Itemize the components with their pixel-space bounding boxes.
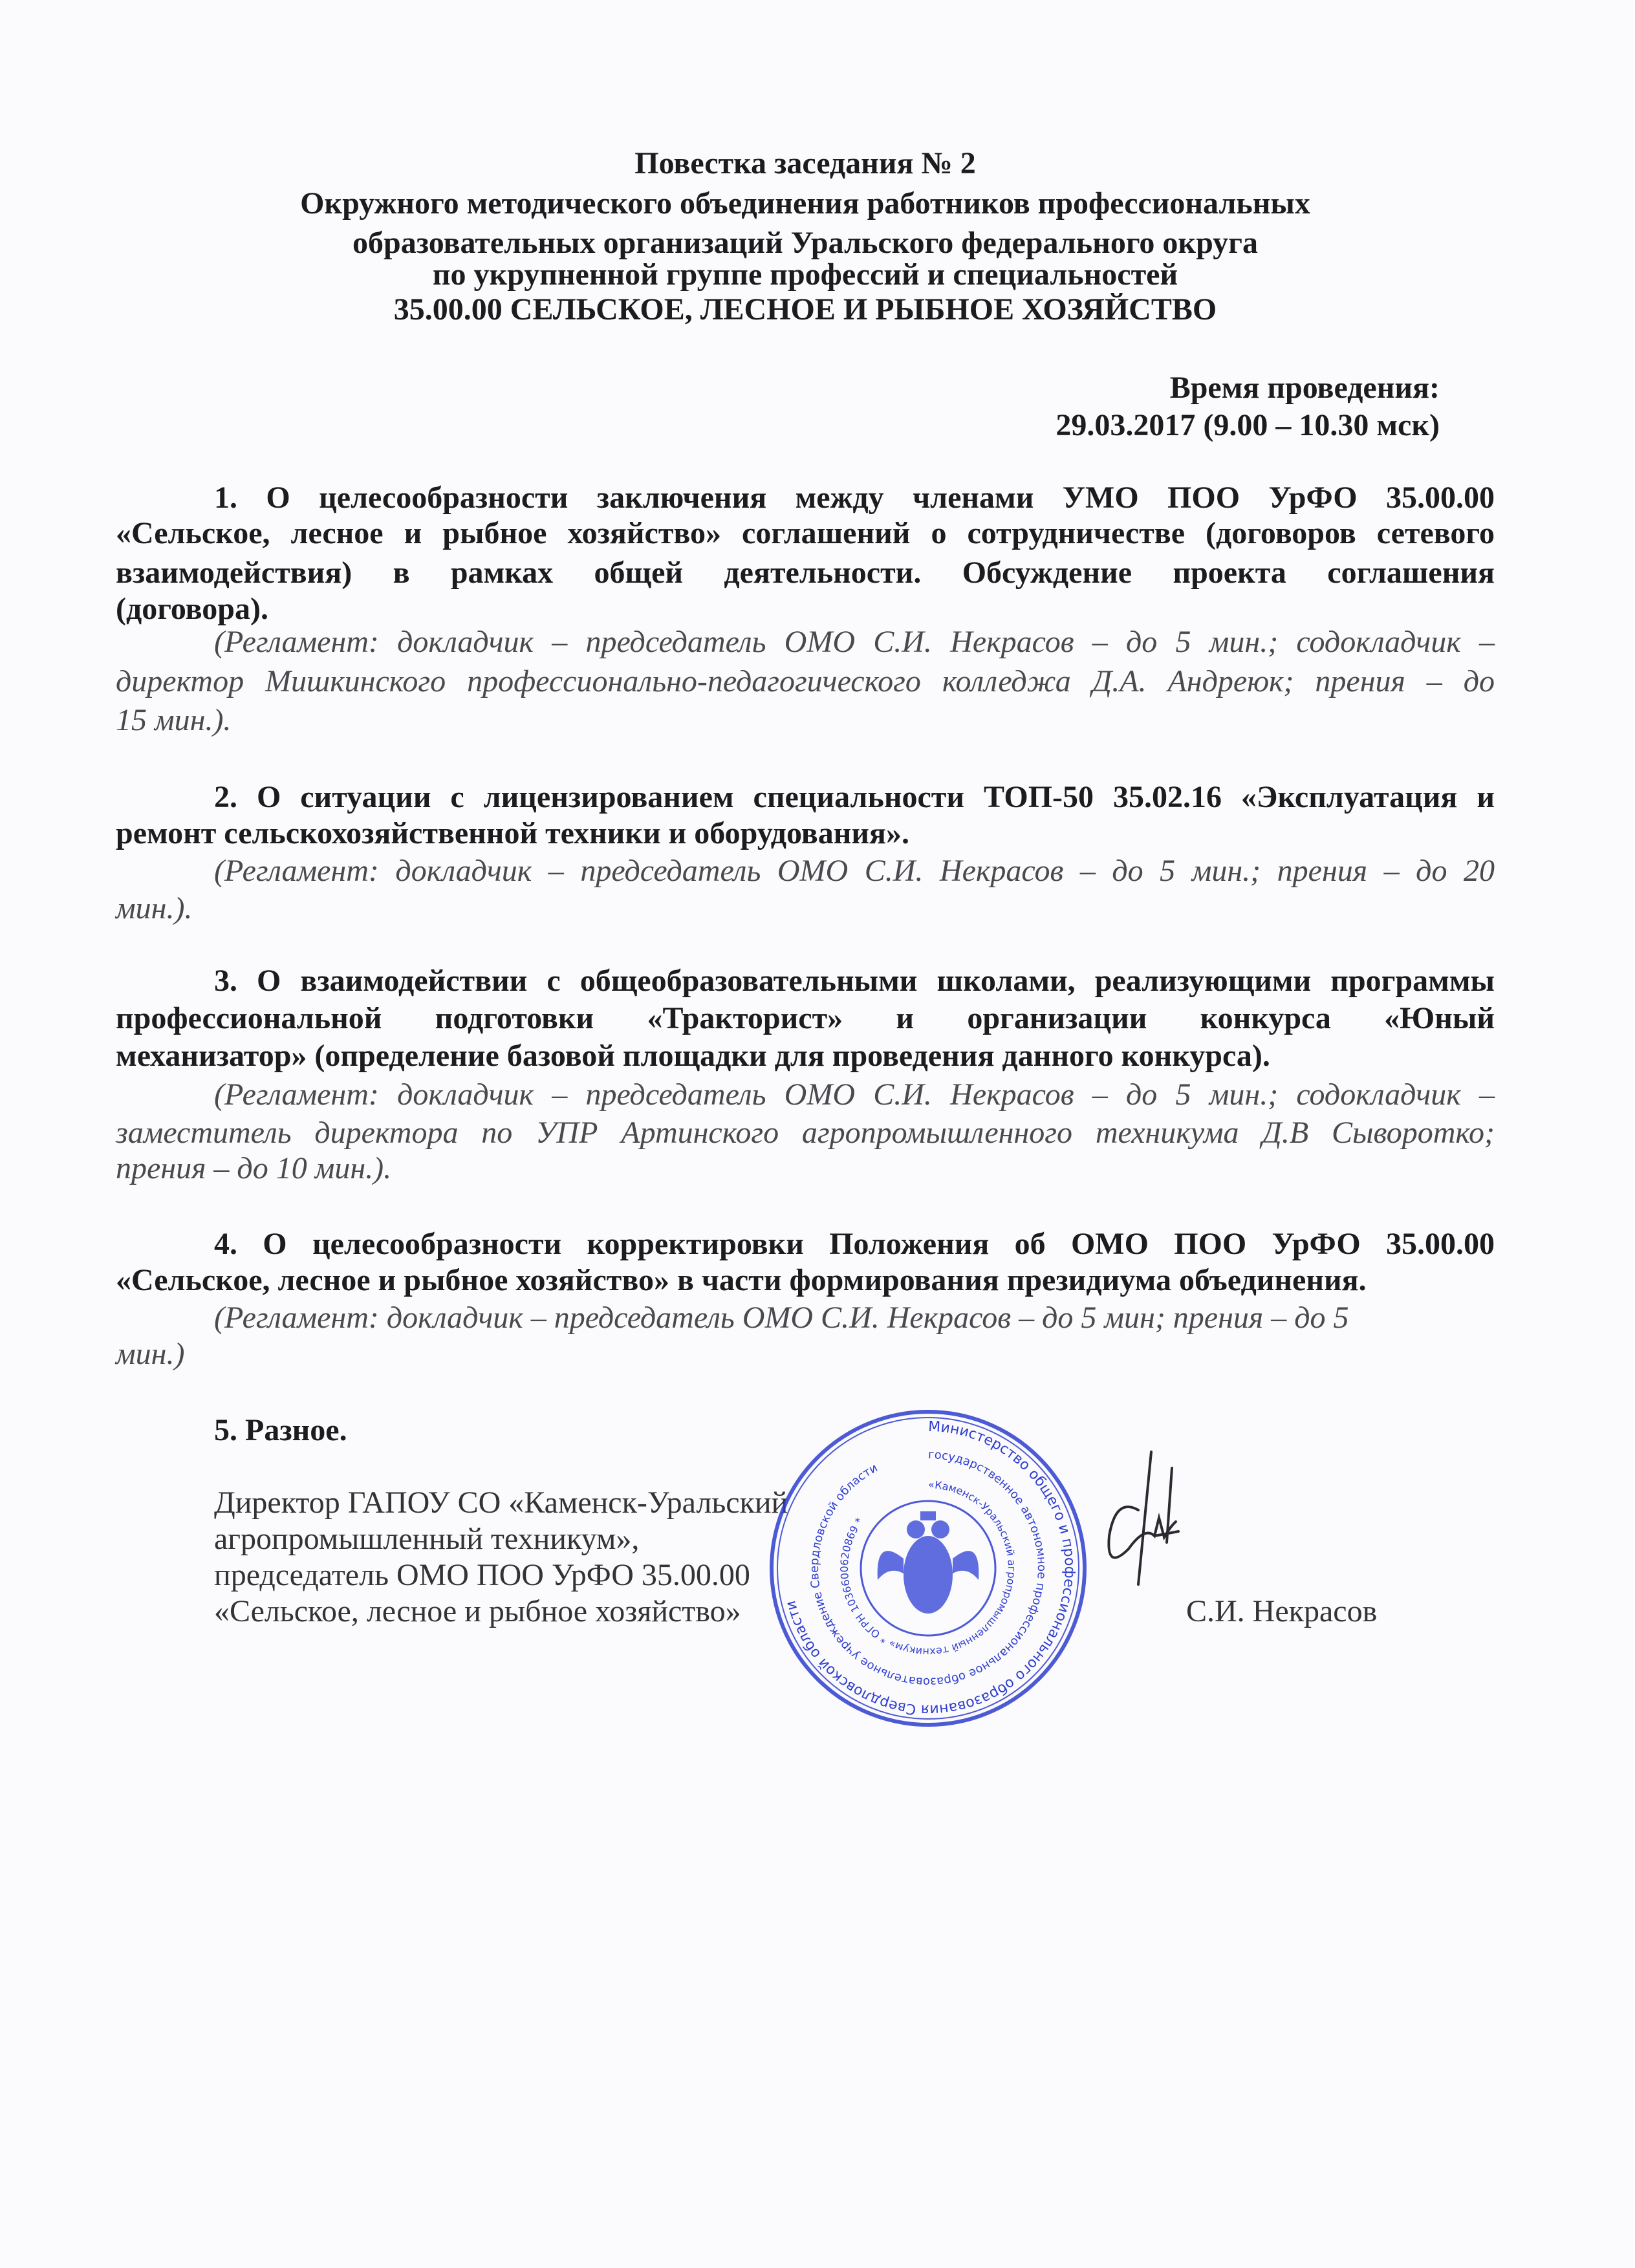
stamp-outer-text: Министерство общего и профессионального образования Свердловской области <box>783 1418 1078 1718</box>
item-2-regulation: мин.). <box>116 891 193 925</box>
agenda-title: Повестка заседания № 2 <box>634 146 976 180</box>
signatory-name: С.И. Некрасов <box>1186 1594 1378 1628</box>
item-4-regulation: мин.) <box>116 1337 185 1371</box>
agenda-item-1: (договора). <box>116 592 268 626</box>
item-1-regulation: 15 мин.). <box>116 703 232 737</box>
item-1-regulation: (Регламент: докладчик – председатель ОМО С.И. Некрасов – до 5 мин.; содокладчик – <box>214 625 1495 659</box>
agenda-item-2: ремонт сельскохозяйственной техники и оборудования». <box>116 816 909 850</box>
agenda-item-1: взаимодействия) в рамках общей деятельности. Обсуждение проекта соглашения <box>116 556 1495 590</box>
agenda-item-4: 4. О целесообразности корректировки Положения об ОМО ПОО УрФО 35.00.00 <box>214 1227 1495 1261</box>
agenda-item-3: механизатор» (определение базовой площадки для проведения данного конкурса). <box>116 1039 1270 1073</box>
stamp-middle-text: государственное автономное профессиональное образовательное учреждение Свердловской области <box>807 1447 1048 1689</box>
agenda-item-3: профессиональной подготовки «Тракторист» и организации конкурса «Юный <box>116 1001 1495 1035</box>
agenda-subtitle-line: образовательных организаций Уральского федерального округа <box>352 226 1258 260</box>
handwritten-signature <box>1099 1445 1184 1588</box>
time-value: 29.03.2017 (9.00 – 10.30 мск) <box>1056 408 1440 442</box>
stamp-inner-text: «Каменск-Уральский агропромышленный техникум» * ОГРН 1036600620869 * <box>838 1478 1018 1659</box>
double-headed-eagle-icon <box>878 1511 979 1614</box>
agenda-item-3: 3. О взаимодействии с общеобразовательными школами, реализующими программы <box>214 964 1495 998</box>
agenda-item-1: «Сельское, лесное и рыбное хозяйство» соглашений о сотрудничестве (договоров сетевого <box>116 516 1495 550</box>
agenda-item-2: 2. О ситуации с лицензированием специальности ТОП-50 35.02.16 «Эксплуатация и <box>214 780 1495 814</box>
agenda-subtitle-line: Окружного методического объединения работников профессиональных <box>300 186 1310 221</box>
agenda-subtitle-line: по укрупненной группе профессий и специальностей <box>432 257 1178 292</box>
signatory-position: «Сельское, лесное и рыбное хозяйство» <box>214 1594 741 1628</box>
agenda-subtitle-line: 35.00.00 СЕЛЬСКОЕ, ЛЕСНОЕ И РЫБНОЕ ХОЗЯЙСТВО <box>393 292 1217 327</box>
signatory-position: Директор ГАПОУ СО «Каменск-Уральский <box>214 1485 788 1520</box>
item-2-regulation: (Регламент: докладчик – председатель ОМО С.И. Некрасов – до 5 мин.; прения – до 20 <box>214 854 1495 888</box>
item-1-regulation: директор Мишкинского профессионально-педагогического колледжа Д.А. Андреюк; прения – до <box>116 664 1495 698</box>
item-3-regulation: прения – до 10 мин.). <box>116 1151 392 1185</box>
agenda-item-1: 1. О целесообразности заключения между членами УМО ПОО УрФО 35.00.00 <box>214 481 1495 515</box>
official-stamp <box>766 1407 1090 1730</box>
item-4-regulation: (Регламент: докладчик – председатель ОМО С.И. Некрасов – до 5 мин; прения – до 5 <box>214 1301 1349 1335</box>
time-label: Время проведения: <box>1169 371 1440 405</box>
item-3-regulation: (Регламент: докладчик – председатель ОМО С.И. Некрасов – до 5 мин.; содокладчик – <box>214 1077 1495 1112</box>
agenda-item-5: 5. Разное. <box>214 1413 347 1447</box>
agenda-item-4: «Сельское, лесное и рыбное хозяйство» в части формирования президиума объединения. <box>116 1263 1367 1297</box>
item-3-regulation: заместитель директора по УПР Артинского агропромышленного техникума Д.В Сыворотко; <box>116 1116 1495 1150</box>
signatory-position: председатель ОМО ПОО УрФО 35.00.00 <box>214 1558 750 1592</box>
signatory-position: агропромышленный техникум», <box>214 1522 640 1556</box>
